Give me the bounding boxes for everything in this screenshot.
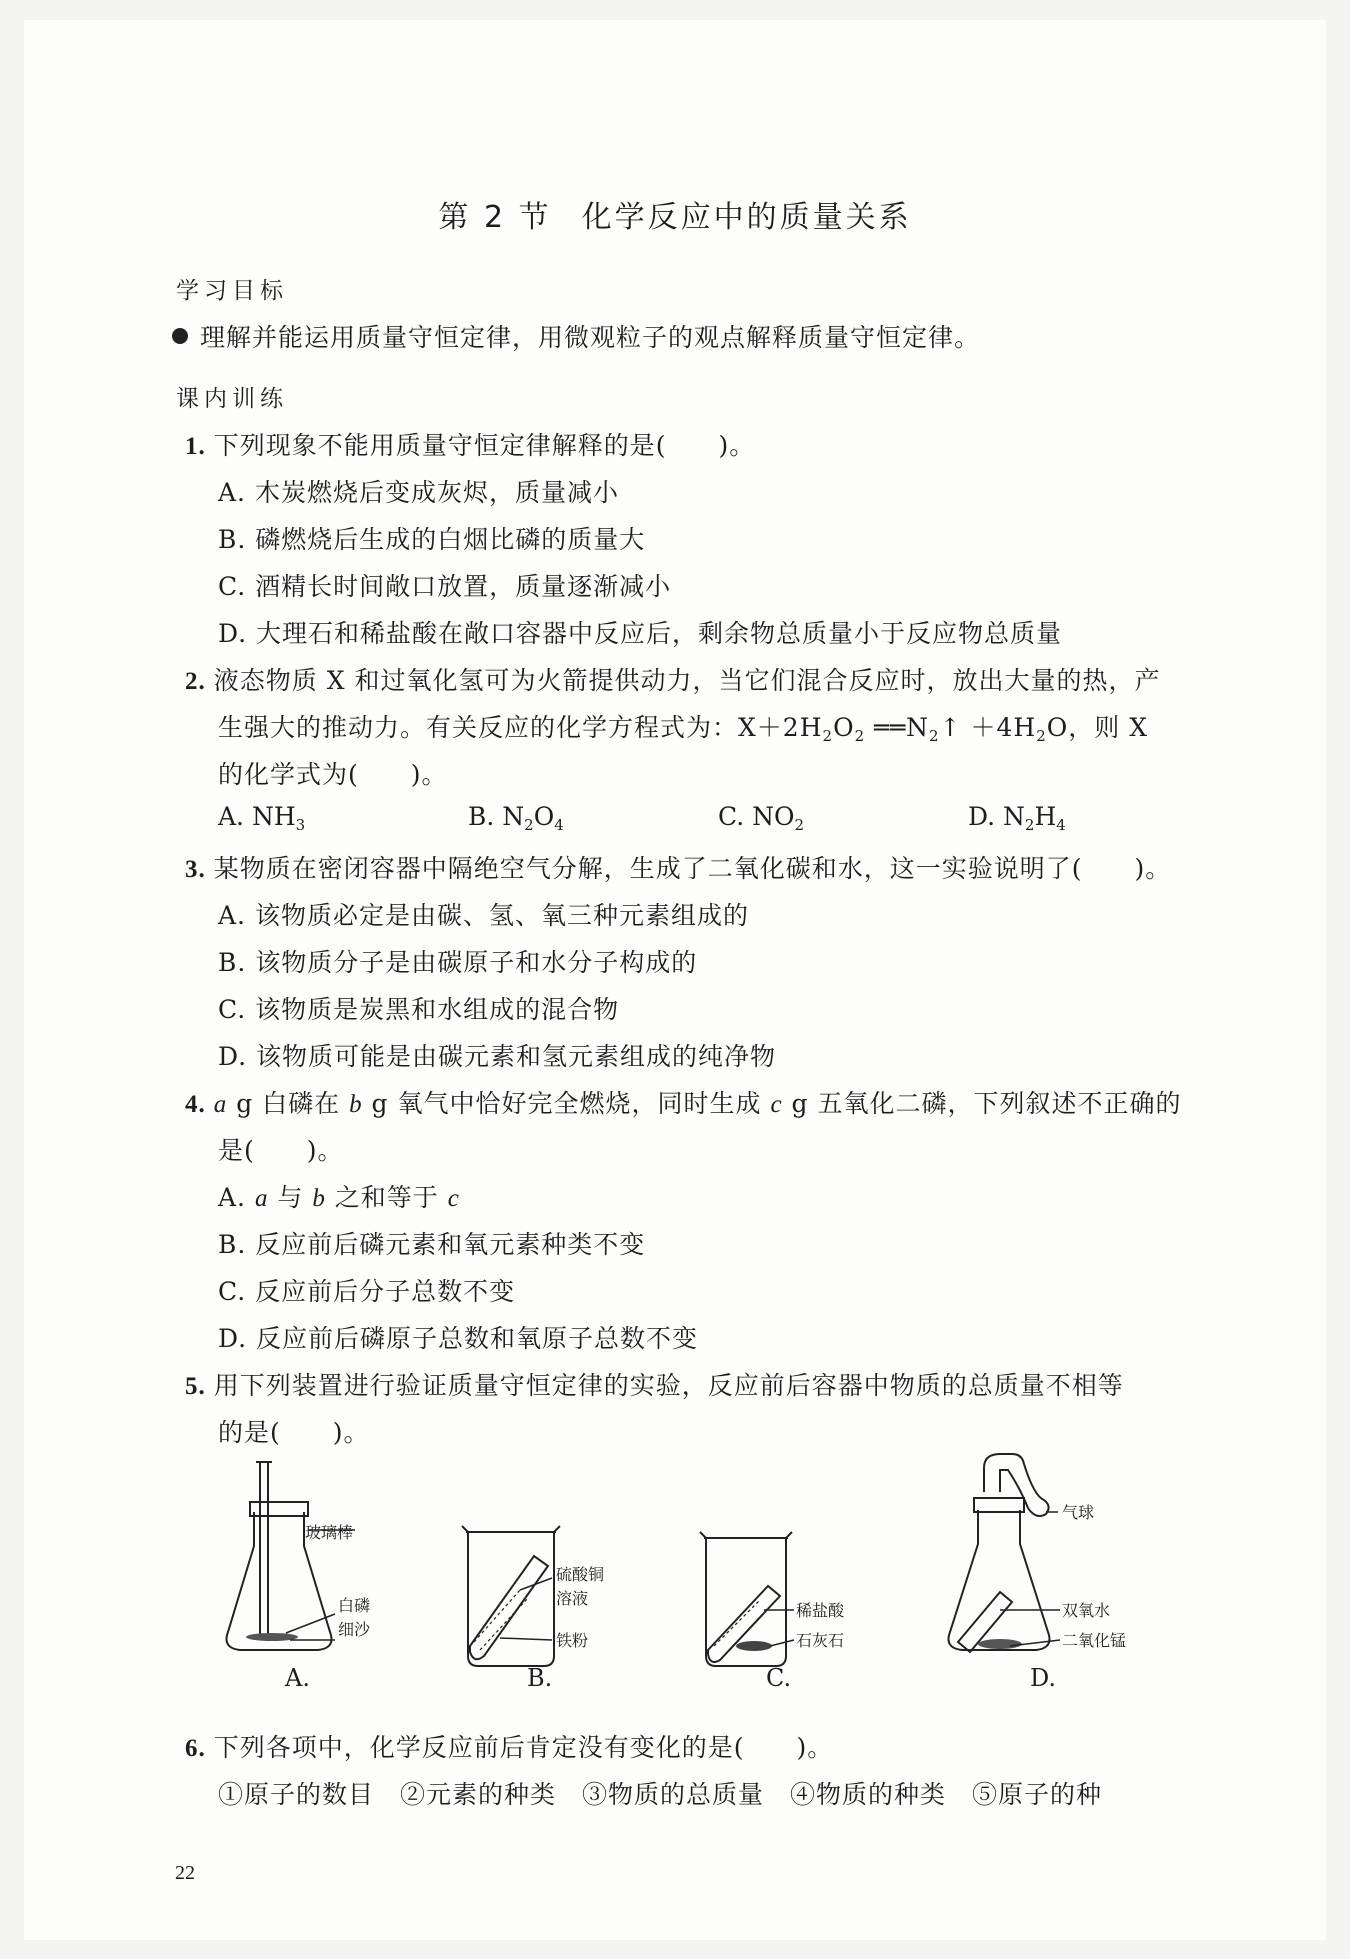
question-5-line2: 的是( )。 [218, 1418, 370, 1447]
label-manganese-dioxide: 二氧化锰 [1062, 1631, 1127, 1650]
question-2-line1: 2. 液态物质 X 和过氧化氢可为火箭提供动力，当它们混合反应时，放出大量的热，产 [185, 666, 1161, 695]
q2-option-c: C. $NO_2$ [718, 802, 805, 834]
label-balloon: 气球 [1062, 1503, 1095, 1522]
q2-option-d: D. $N_2H_4$ [968, 802, 1066, 834]
q4-option-c: C. 反应前后分子总数不变 [218, 1277, 516, 1306]
question-2-equation: 生强大的推动力。有关反应的化学方程式为：$X+2H_2O_2$ $══N_2↑ +4H_2O$，则 X [218, 713, 1148, 745]
label-copper-sulfate: 硫酸铜 [556, 1565, 605, 1584]
caption-a: A. [285, 1664, 310, 1692]
label-hydrogen-peroxide: 双氧水 [1062, 1601, 1111, 1620]
training-heading: 课内训练 [176, 386, 288, 412]
q1-option-b: B. 磷燃烧后生成的白烟比磷的质量大 [218, 525, 646, 554]
label-limestone: 石灰石 [796, 1631, 845, 1650]
beaker-b-test-tube [462, 1526, 560, 1666]
q1-option-c: C. 酒精长时间敞口放置，质量逐渐减小 [218, 572, 672, 601]
page-number: 22 [175, 1862, 195, 1884]
question-2-line3: 的化学式为( )。 [218, 760, 448, 789]
label-fine-sand: 细沙 [338, 1620, 371, 1639]
q2-option-a: A. $NH_3$ [218, 802, 306, 834]
question-1-stem: 1. 下列现象不能用质量守恒定律解释的是( )。 [185, 431, 756, 460]
label-glass-rod: 玻璃棒 [305, 1523, 354, 1542]
caption-d: D. [1030, 1664, 1057, 1692]
beaker-c-test-tube [700, 1532, 794, 1666]
question-5-line1: 5. 用下列装置进行验证质量守恒定律的实验，反应前后容器中物质的总质量不相等 [185, 1371, 1124, 1400]
question-6-stem: 6. 下列各项中，化学反应前后肯定没有变化的是( )。 [185, 1733, 834, 1762]
q3-option-d: D. 该物质可能是由碳元素和氢元素组成的纯净物 [218, 1042, 777, 1071]
q2-option-b: B. $N_2O_4$ [468, 802, 564, 834]
label-iron-powder: 铁粉 [556, 1631, 589, 1650]
label-solution: 溶液 [556, 1589, 589, 1608]
q6-items: ①原子的数目 ②元素的种类 ③物质的总质量 ④物质的种类 ⑤原子的种 [218, 1780, 1103, 1809]
q3-option-c: C. 该物质是炭黑和水组成的混合物 [218, 995, 620, 1024]
q1-option-d: D. 大理石和稀盐酸在敞口容器中反应后，剩余物总质量小于反应物总质量 [218, 619, 1063, 648]
flask-d-balloon [949, 1454, 1061, 1652]
q4-option-a: A. a 与 b 之和等于 c [218, 1183, 460, 1212]
label-white-phosphorus: 白磷 [338, 1596, 371, 1615]
caption-c: C. [766, 1664, 792, 1692]
question-4-line1: 4. a g 白磷在 b g 氧气中恰好完全燃烧，同时生成 c g 五氧化二磷，下列叙述不正确的 [185, 1089, 1182, 1118]
section-title: 第 2 节 化学反应中的质量关系 [438, 200, 912, 235]
question-3-stem: 3. 某物质在密闭容器中隔绝空气分解，生成了二氧化碳和水，这一实验说明了( )。 [185, 854, 1172, 883]
q3-option-a: A. 该物质必定是由碳、氢、氧三种元素组成的 [218, 901, 749, 930]
q3-option-b: B. 该物质分子是由碳原子和水分子构成的 [218, 948, 698, 977]
q1-option-a: A. 木炭燃烧后变成灰烬，质量减小 [218, 478, 619, 507]
q4-option-d: D. 反应前后磷原子总数和氧原子总数不变 [218, 1324, 699, 1353]
caption-b: B. [527, 1664, 553, 1692]
label-dilute-hcl: 稀盐酸 [796, 1601, 845, 1620]
objective-item: 理解并能运用质量守恒定律，用微观粒子的观点解释质量守恒定律。 [172, 318, 980, 354]
q4-option-b: B. 反应前后磷元素和氧元素种类不变 [218, 1230, 646, 1259]
flask-a-glass-rod [227, 1462, 356, 1650]
question-4-line2: 是( )。 [218, 1136, 344, 1165]
objectives-heading: 学习目标 [176, 278, 288, 304]
